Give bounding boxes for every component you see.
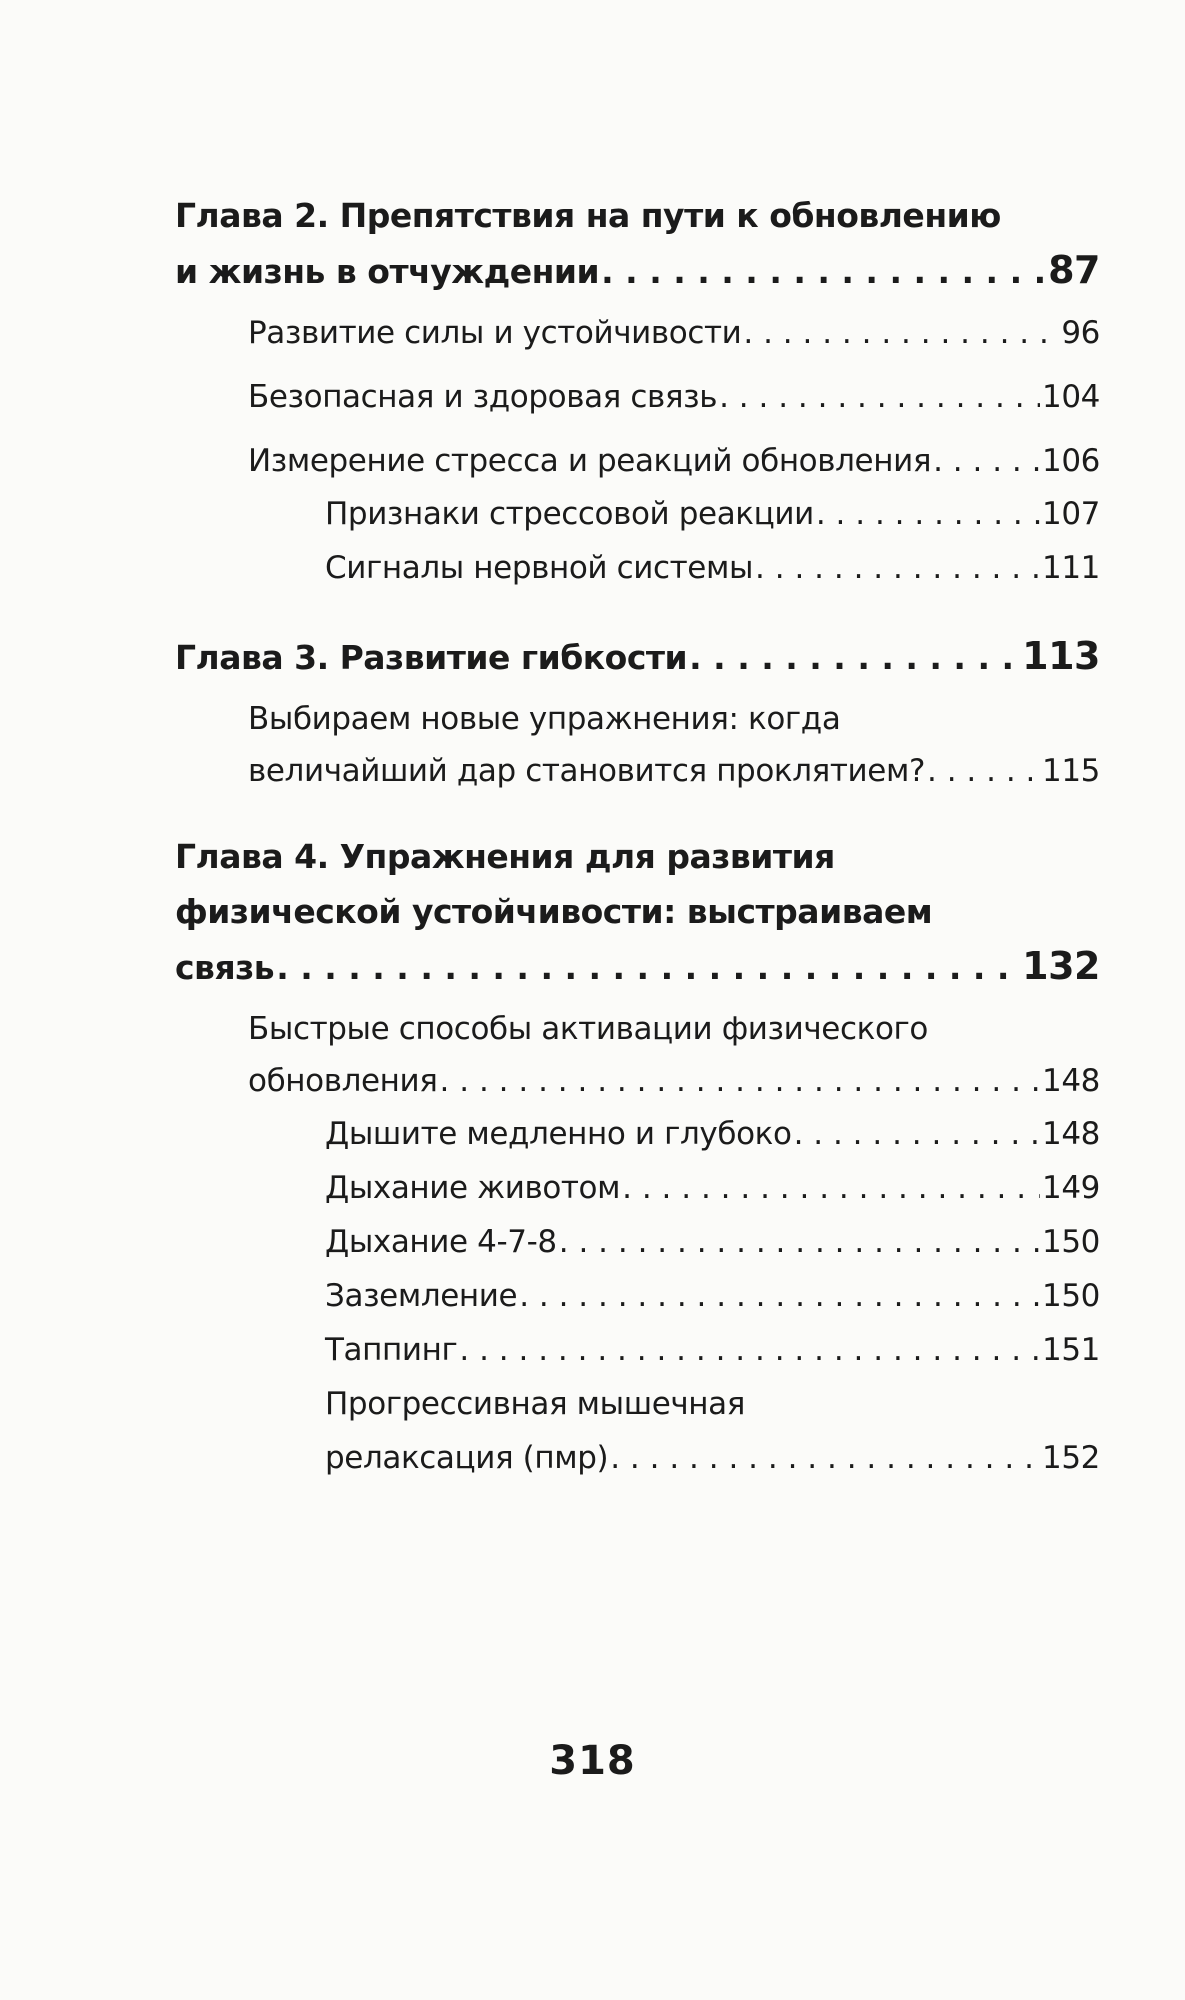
entry-title-line: Прогрессивная мышечная <box>325 1386 745 1422</box>
dot-leader <box>719 371 1040 423</box>
entry-title-line: Глава 4. Упражнения для развития <box>175 837 835 876</box>
entry-title: Таппинг <box>325 1332 458 1368</box>
entry-title: Безопасная и здоровая связь <box>248 379 718 415</box>
dot-leader <box>610 1431 1040 1485</box>
page-ref: 104 <box>1042 379 1100 415</box>
page-ref: 96 <box>1061 315 1100 351</box>
entry-title: Глава 3. Развитие гибкости <box>175 638 688 677</box>
entry-title: Дыхание 4-7-8 <box>325 1224 557 1260</box>
toc-entry <box>325 1161 1100 1215</box>
entry-title: Сигналы нервной системы <box>325 550 754 586</box>
page-number: 318 <box>549 1738 636 1784</box>
entry-title: Дышите медленно и глубоко <box>325 1116 792 1152</box>
entry-title-line: Глава 2. Препятствия на пути к обновлению <box>175 196 1001 235</box>
entry-title: обновления <box>248 1063 438 1099</box>
entry-row <box>175 243 1100 299</box>
page-ref: 132 <box>1022 944 1100 988</box>
page-ref: 150 <box>1042 1224 1100 1260</box>
entry-row <box>175 939 1100 995</box>
toc-entry <box>248 1003 1100 1107</box>
entry-title: величайший дар становится проклятием? <box>248 753 926 789</box>
dot-leader <box>559 1215 1040 1269</box>
table-of-contents <box>175 188 1100 1485</box>
entry-row <box>325 1215 1100 1269</box>
entry-title-line: физической устойчивости: выстраиваем <box>175 892 933 931</box>
dot-leader <box>459 1323 1040 1377</box>
toc-entry-chapter-2 <box>175 188 1100 299</box>
dot-leader <box>622 1161 1040 1215</box>
toc-entry <box>325 487 1100 541</box>
page-ref: 148 <box>1042 1116 1100 1152</box>
page-ref: 106 <box>1042 443 1100 479</box>
page-ref: 115 <box>1042 753 1100 789</box>
dot-leader <box>689 630 1020 685</box>
entry-row <box>325 1161 1100 1215</box>
entry-title: Дыхание животом <box>325 1170 621 1206</box>
entry-row <box>325 1431 1100 1485</box>
entry-title: Развитие силы и устойчивости <box>248 315 742 351</box>
dot-leader <box>519 1269 1040 1323</box>
toc-entry <box>325 1269 1100 1323</box>
entry-row <box>325 487 1100 541</box>
entry-row <box>248 307 1100 359</box>
entry-row <box>248 435 1100 487</box>
page-ref: 107 <box>1042 496 1100 532</box>
dot-leader <box>927 745 1040 797</box>
dot-leader <box>755 541 1040 595</box>
page-ref: 152 <box>1042 1440 1100 1476</box>
page-ref: 111 <box>1042 550 1100 586</box>
entry-row <box>325 1269 1100 1323</box>
page-ref: 113 <box>1022 634 1100 678</box>
toc-entry <box>248 371 1100 423</box>
page-ref: 149 <box>1042 1170 1100 1206</box>
toc-entry <box>325 1323 1100 1377</box>
page-ref: 151 <box>1042 1332 1100 1368</box>
entry-title: Признаки стрессовой реакции <box>325 496 814 532</box>
entry-row <box>325 541 1100 595</box>
toc-entry <box>325 1107 1100 1161</box>
toc-entry <box>325 541 1100 595</box>
page-ref: 148 <box>1042 1063 1100 1099</box>
dot-leader <box>440 1055 1040 1107</box>
entry-row <box>175 629 1100 685</box>
toc-entry <box>248 693 1100 797</box>
entry-title: и жизнь в отчуждении <box>175 252 600 291</box>
entry-title: связь <box>175 948 275 987</box>
toc-entry-chapter-4 <box>175 829 1100 995</box>
toc-entry <box>248 435 1100 487</box>
entry-row <box>248 1055 1100 1107</box>
entry-title-line: Выбираем новые упражнения: когда <box>248 701 841 737</box>
entry-title: релаксация (пмр) <box>325 1440 609 1476</box>
dot-leader <box>933 435 1040 487</box>
dot-leader <box>743 307 1059 359</box>
entry-row <box>325 1323 1100 1377</box>
toc-entry <box>248 307 1100 359</box>
entry-row <box>325 1107 1100 1161</box>
dot-leader <box>794 1107 1040 1161</box>
dot-leader <box>601 244 1046 299</box>
entry-title: Заземление <box>325 1278 518 1314</box>
page-ref: 87 <box>1048 248 1100 292</box>
dot-leader <box>816 487 1040 541</box>
dot-leader <box>276 940 1020 995</box>
entry-title: Измерение стресса и реакций обновления <box>248 443 932 479</box>
entry-title-line: Быстрые способы активации физического <box>248 1011 928 1047</box>
toc-entry <box>325 1215 1100 1269</box>
toc-entry-chapter-3 <box>175 629 1100 685</box>
toc-entry <box>325 1377 1100 1485</box>
entry-row <box>248 745 1100 797</box>
page-ref: 150 <box>1042 1278 1100 1314</box>
entry-row <box>248 371 1100 423</box>
